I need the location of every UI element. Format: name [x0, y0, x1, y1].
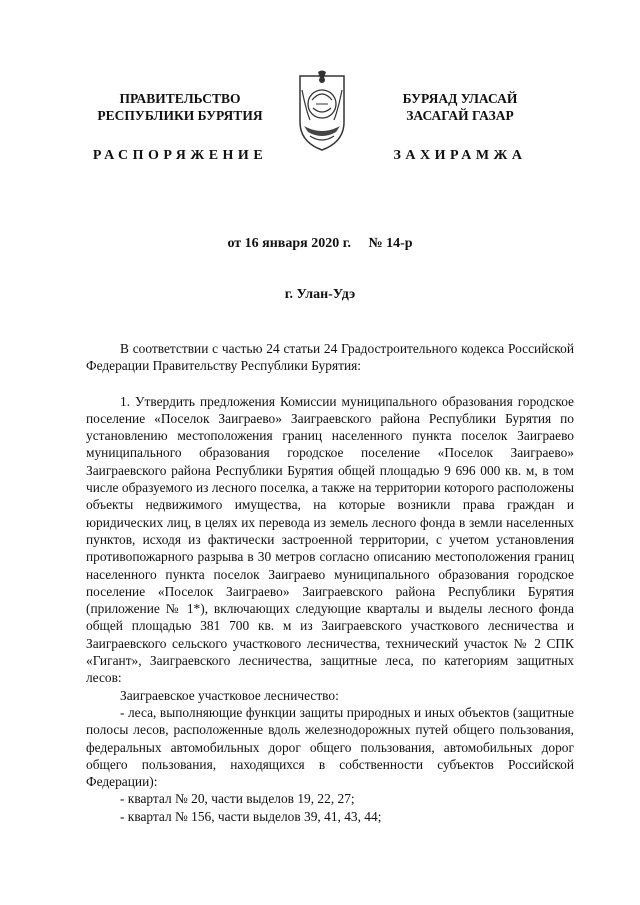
header-right-block: [360, 90, 560, 164]
doc-type-ru: РАСПОРЯЖЕНИЕ: [92, 148, 268, 163]
document-date: от 16 января 2020 г.: [227, 236, 351, 251]
government-title-ru-line1: ПРАВИТЕЛЬСТВО: [119, 91, 241, 106]
document-city: г. Улан-Удэ: [284, 287, 356, 302]
doc-type-bua: ЗАХИРАМЖА: [393, 148, 527, 163]
intro-paragraph: В соответствии с частью 24 статьи 24 Градостроительного кодекса Российской Федерации Правительству Республики Бурятия:: [86, 341, 574, 374]
coat-of-arms-icon: [296, 70, 348, 154]
government-title-ru-line2: РЕСПУБЛИКИ БУРЯТИЯ: [97, 108, 263, 123]
forest-category-paragraph: - леса, выполняющие функции защиты природных и иных объектов (защитные полосы лесов, расположенные вдоль железнодорожных путей общего пользования, федеральных автомобильных дорог общего пользования, автомобильных дорог общего пользования, находящихся в собственности субъектов Российской Федерации):: [86, 704, 574, 790]
government-title-bua-line1: БУРЯАД УЛАСАЙ: [402, 91, 518, 106]
header-left-block: [80, 90, 280, 164]
document-body: [86, 340, 574, 825]
point-1-paragraph: 1. Утвердить предложения Комиссии муниципального образования городское поселение «Поселок Заиграево» Заиграевского района Республики Бурятия по установлению местоположения границ населенного пункта поселок Заиграево муниципального образования городское поселение «Поселок Заиграево» Заиграевского района Республики Бурятия общей площадью 9 696 000 кв. м, в том числе образуемого из лесного поселка, а также на территории которого расположены объекты недвижимого имущества, на которые возникли права граждан и юридических лиц, в целях их перевода из земель лесного фонда в земли населенных пунктов, исходя из фактически застроенной территории, с учетом установления противопожарного разрыва в 30 метров согласно описанию местоположения границ населенного пункта поселок Заиграево муниципального образования городское поселение «Поселок Заиграево» Заиграевского района Республики Бурятия (приложение № 1*), включающих следующие кварталы и выделы лесного фонда общей площадью 381 700 кв. м из Заиграевского участкового лесничества и Заиграевского сельского участкового лесничества, технический участок № 2 СПК «Гигант», Заиграевского лесничества, защитные леса, по категориям защитных лесов:: [86, 393, 574, 686]
forestry-heading: Заиграевское участковое лесничество:: [120, 687, 339, 703]
list-item: - квартал № 20, части выделов 19, 22, 27;: [120, 791, 355, 807]
date-number-line: [0, 236, 640, 252]
document-number: № 14-р: [368, 236, 413, 251]
government-title-bua-line2: ЗАСАГАЙ ГАЗАР: [406, 108, 514, 123]
list-item: - квартал № 156, части выделов 39, 41, 43, 44;: [120, 808, 382, 824]
